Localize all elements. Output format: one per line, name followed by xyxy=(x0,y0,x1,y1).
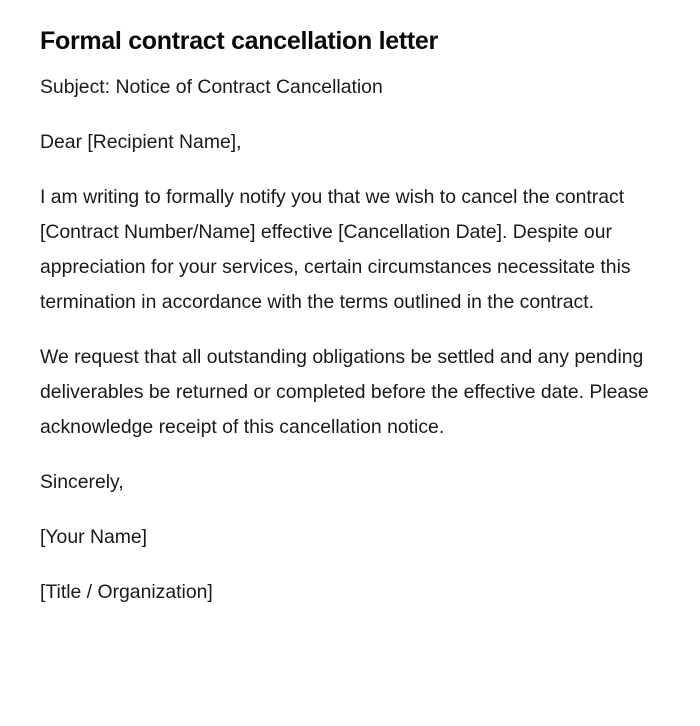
letter-body-paragraph-1: I am writing to formally notify you that we wish to cancel the contract [Contract Number/Name] effective [Cancellation Date]. Despite our appreciation for your services, certain circumstances necessitate this termination in accordance with the terms outlined in the contract. xyxy=(40,186,631,313)
letter-salutation: Dear [Recipient Name], xyxy=(40,131,242,153)
letter-signer-title: [Title / Organization] xyxy=(40,581,213,603)
letter-closing: Sincerely, xyxy=(40,471,124,493)
letter-subject: Subject: Notice of Contract Cancellation xyxy=(40,76,383,98)
letter-body-paragraph-2: We request that all outstanding obligations be settled and any pending deliverables be returned or completed before the effective date. Please acknowledge receipt of this cancellation notice. xyxy=(40,346,649,438)
letter-title: Formal contract cancellation letter xyxy=(40,27,438,55)
letter-signer-name: [Your Name] xyxy=(40,526,148,548)
